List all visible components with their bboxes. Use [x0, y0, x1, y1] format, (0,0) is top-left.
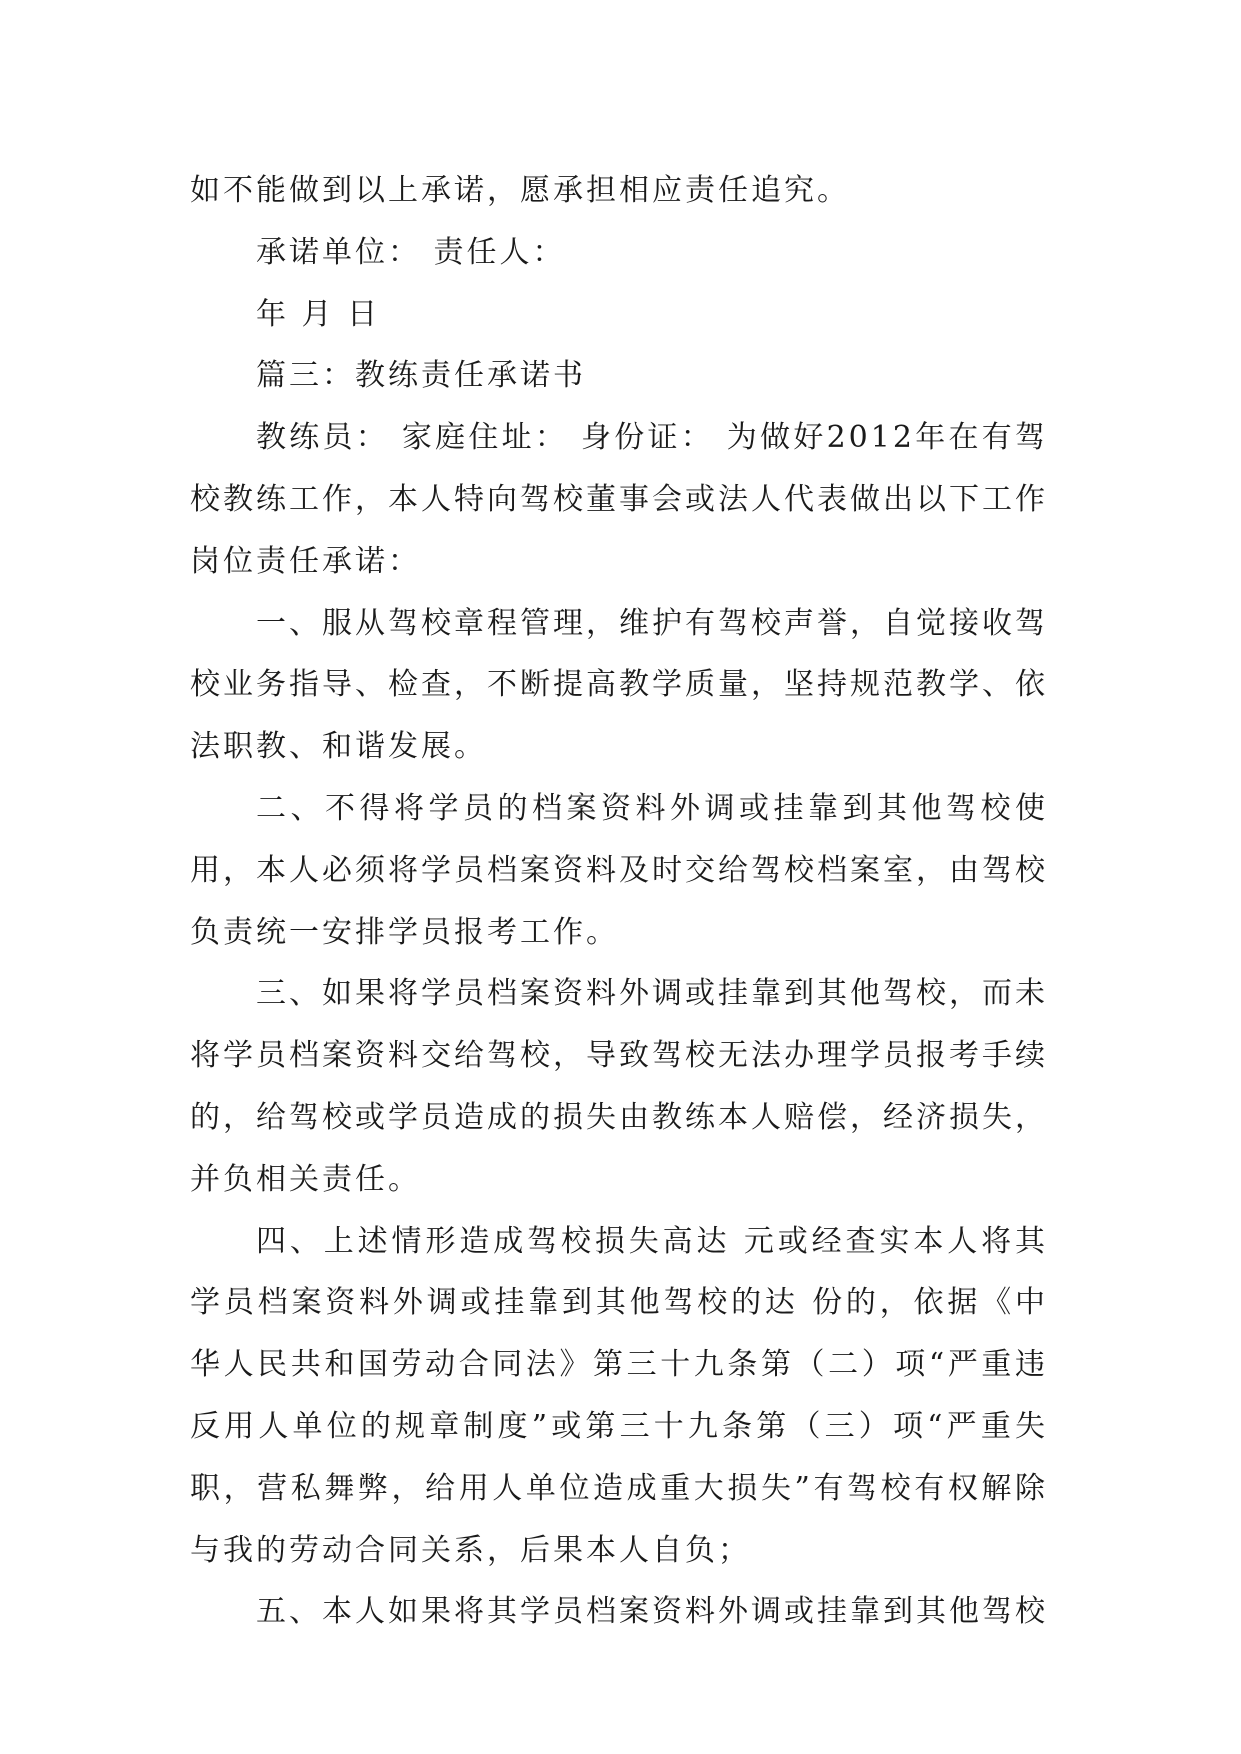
paragraph-signatories: 承诺单位： 责任人： [256, 234, 566, 270]
paragraph-item-2: 二、不得将学员的档案资料外调或挂靠到其他驾校使用，本人必须将学员档案资料及时交给驾校档案室，由驾校负责统一安排学员报考工作。 [190, 790, 1048, 950]
paragraph-responsibility-clause: 如不能做到以上承诺，愿承担相应责任追究。 [190, 173, 850, 208]
paragraph-item-3: 三、如果将学员档案资料外调或挂靠到其他驾校，而未将学员档案资料交给驾校，导致驾校无法办理学员报考手续的，给驾校或学员造成的损失由教练本人赔偿，经济损失，并负相关责任。 [190, 976, 1048, 1197]
section-heading: 篇三：教练责任承诺书 [256, 358, 586, 394]
paragraph-item-5: 五、本人如果将其学员档案资料外调或挂靠到其他驾校 [256, 1594, 1048, 1630]
paragraph-date: 年 月 日 [256, 296, 381, 332]
paragraph-item-1: 一、服从驾校章程管理，维护有驾校声誉，自觉接收驾校业务指导、检查，不断提高教学质量，坚持规范教学、依法职教、和谐发展。 [190, 605, 1048, 765]
document-body [190, 160, 1048, 1643]
paragraph-intro: 教练员： 家庭住址： 身份证： 为做好2012年在有驾校教练工作，本人特向驾校董事会或法人代表做出以下工作岗位责任承诺： [190, 420, 1048, 579]
paragraph-item-4: 四、上述情形造成驾校损失高达 元或经查实本人将其学员档案资料外调或挂靠到其他驾校的达 份的，依据《中华人民共和国劳动合同法》第三十九条第（二）项“严重违反用人单位的规章制度”或第三十九条第（三）项“严重失职，营私舞弊，给用人单位造成重大损失”有驾校有权解除与我的劳动合同关系，后果本人自负； [190, 1223, 1048, 1568]
